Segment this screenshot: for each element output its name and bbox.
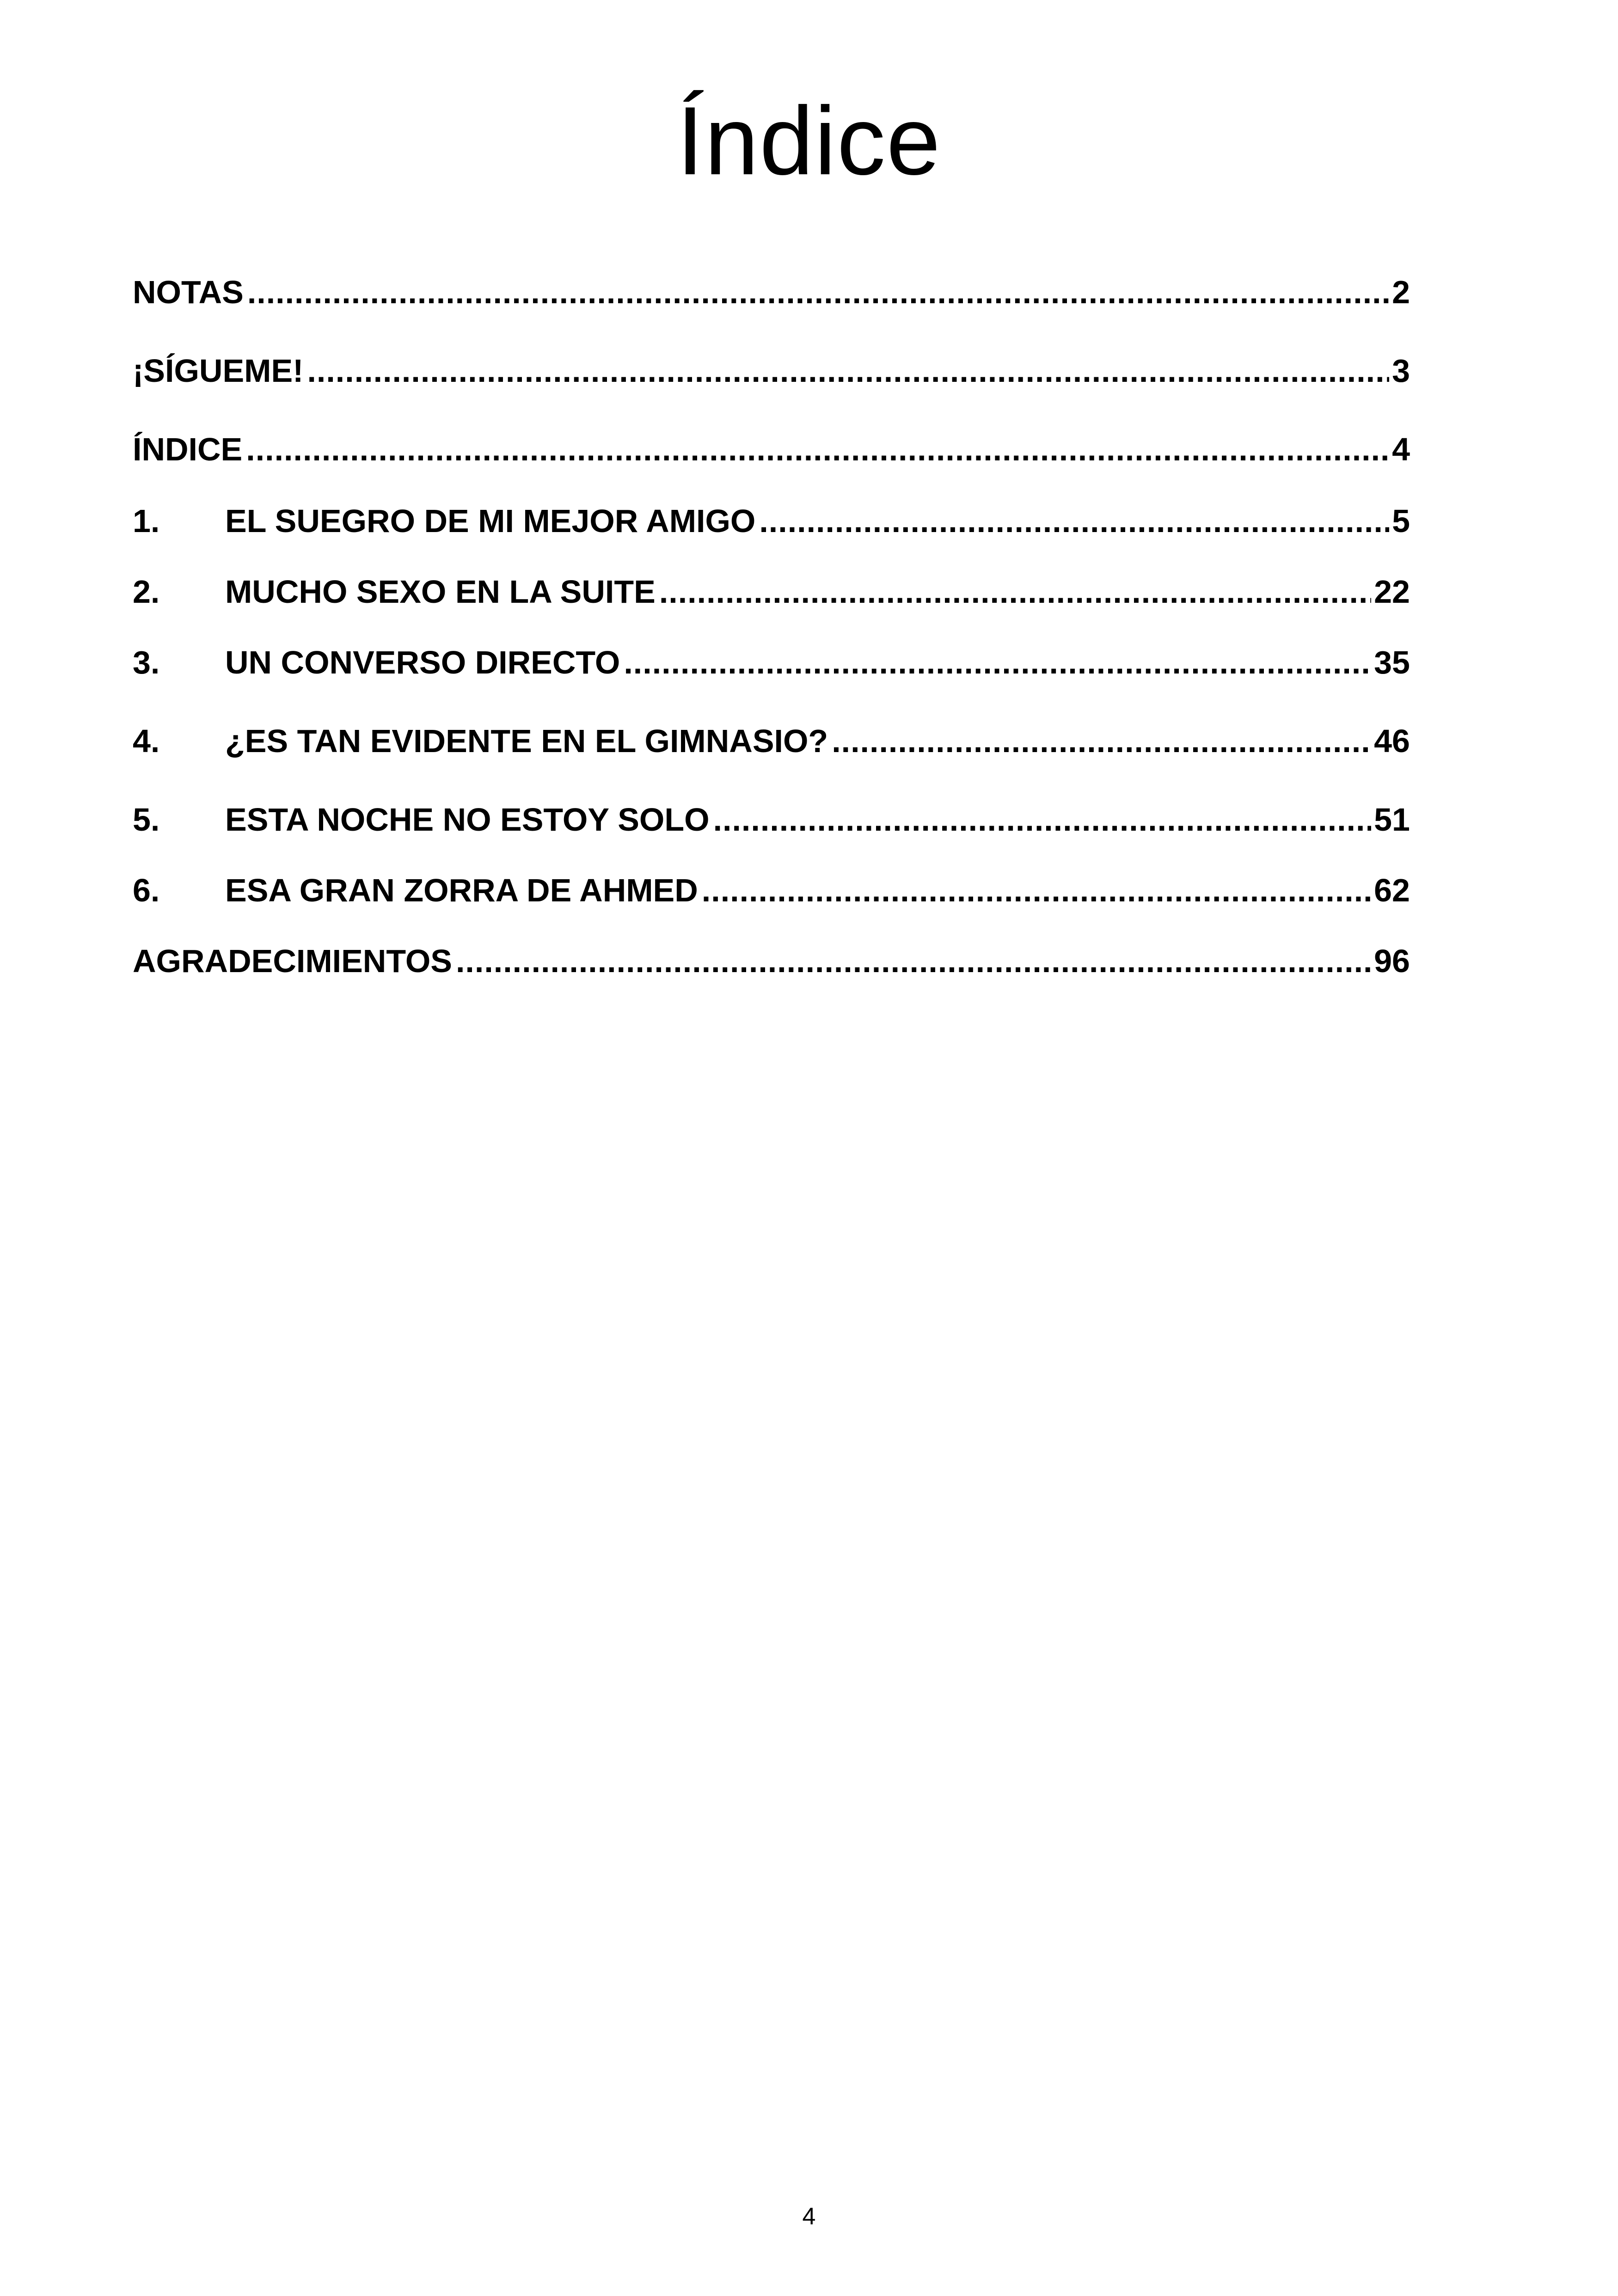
toc-entry-number: 1.: [133, 503, 160, 539]
toc-entry[interactable]: [133, 938, 1410, 984]
toc-entry-page: 2: [1392, 274, 1410, 310]
toc-entry-page: 35: [1374, 644, 1410, 680]
toc-entry-label: ESA GRAN ZORRA DE AHMED: [225, 872, 698, 908]
toc-entry-page: 22: [1374, 574, 1410, 610]
toc-entry[interactable]: [133, 348, 1410, 394]
toc-entry-number: 2.: [133, 574, 160, 610]
toc-entry[interactable]: [133, 639, 1410, 686]
toc-entry-label: EL SUEGRO DE MI MEJOR AMIGO: [225, 503, 756, 539]
toc-entry-page: 51: [1374, 802, 1410, 838]
toc-entry-label: UN CONVERSO DIRECTO: [225, 644, 620, 680]
toc-dot-leader: [713, 796, 1372, 843]
toc-entry-label: MUCHO SEXO EN LA SUITE: [225, 574, 656, 610]
toc-dot-leader: [246, 426, 1389, 472]
toc-entry[interactable]: [133, 498, 1410, 544]
toc-dot-leader: [456, 938, 1371, 984]
page-title: Índice: [676, 86, 942, 195]
toc-entry-number: 6.: [133, 872, 160, 908]
toc-entry-page: 96: [1374, 943, 1410, 979]
toc-entry-label: ÍNDICE: [133, 431, 243, 467]
toc-entry-number: 4.: [133, 723, 160, 759]
toc-dot-leader: [759, 498, 1389, 544]
toc-entry-number: 5.: [133, 802, 160, 838]
toc-entry-label: NOTAS: [133, 274, 244, 310]
toc-entry[interactable]: [133, 426, 1410, 472]
toc-dot-leader: [702, 867, 1371, 913]
toc-dot-leader: [307, 348, 1389, 394]
toc-entry-label: AGRADECIMIENTOS: [133, 943, 452, 979]
toc-entry[interactable]: [133, 718, 1410, 764]
toc-entry[interactable]: [133, 796, 1410, 843]
toc-dot-leader: [659, 569, 1371, 615]
toc-entry-label: ¿ES TAN EVIDENTE EN EL GIMNASIO?: [225, 723, 828, 759]
toc-entry-label: ESTA NOCHE NO ESTOY SOLO: [225, 802, 710, 838]
toc-entry[interactable]: [133, 867, 1410, 913]
toc-entry[interactable]: [133, 569, 1410, 615]
toc-entry[interactable]: [133, 269, 1410, 315]
toc-dot-leader: [832, 718, 1371, 764]
toc-entry-label: ¡SÍGUEME!: [133, 353, 304, 389]
toc-dot-leader: [247, 269, 1389, 315]
toc-entry-page: 46: [1374, 723, 1410, 759]
page-number: 4: [802, 2203, 816, 2230]
toc-entry-page: 3: [1392, 353, 1410, 389]
toc-entry-page: 5: [1392, 503, 1410, 539]
toc-dot-leader: [624, 639, 1371, 686]
toc-entry-page: 62: [1374, 872, 1410, 908]
toc-entry-number: 3.: [133, 644, 160, 680]
toc-entry-page: 4: [1392, 431, 1410, 467]
